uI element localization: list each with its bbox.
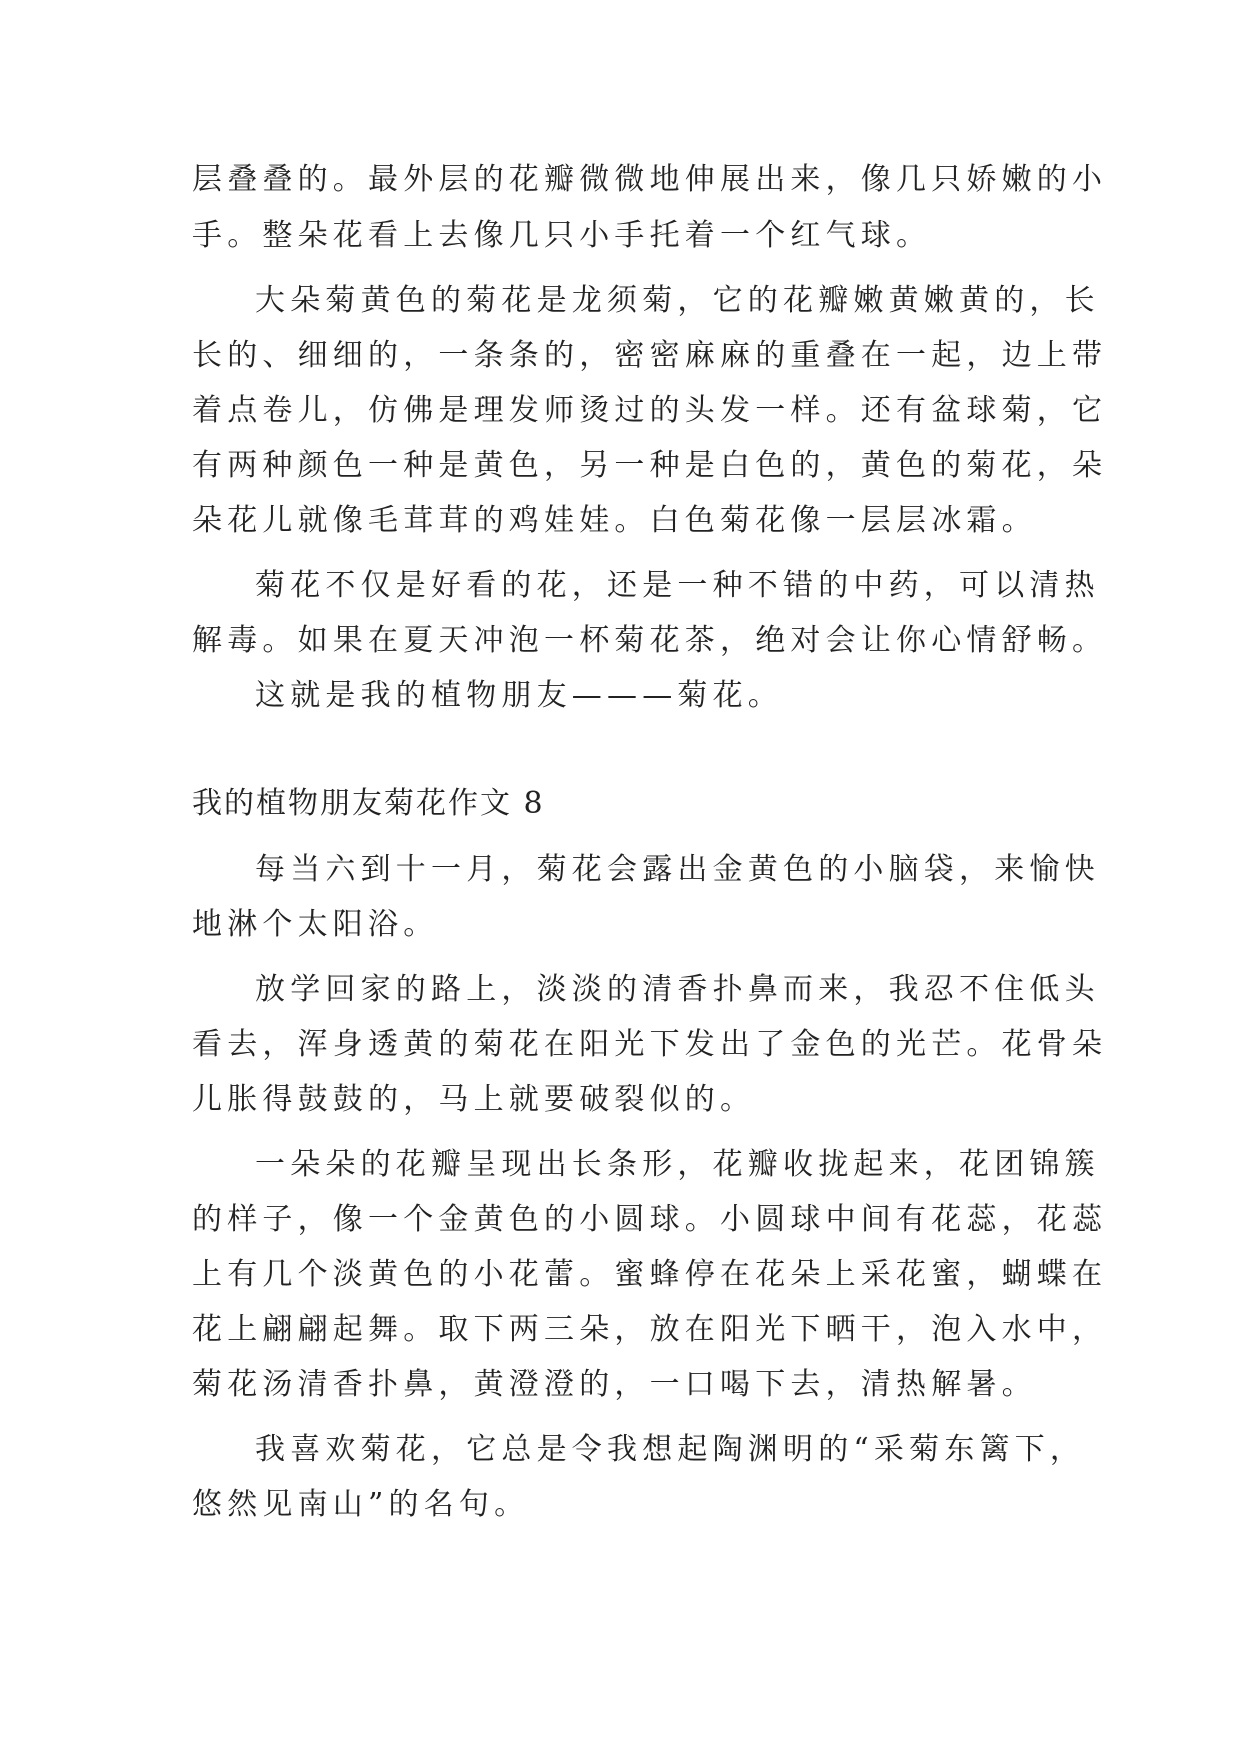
text-line: 儿胀得鼓鼓的，马上就要破裂似的。 [192, 1082, 756, 1117]
text-line: 手。整朵花看上去像几只小手托着一个红气球。 [192, 218, 932, 253]
paragraph-start-line: 一朵朵的花瓣呈现出长条形，花瓣收拢起来，花团锦簇 [255, 1147, 1100, 1182]
paragraph-start-line: 每当六到十一月，菊花会露出金黄色的小脑袋，来愉快 [255, 852, 1100, 887]
text-line: 地淋个太阳浴。 [192, 907, 439, 942]
text-line: 有两种颜色一种是黄色，另一种是白色的，黄色的菊花，朵 [192, 448, 1108, 483]
text-line: 朵花儿就像毛茸茸的鸡娃娃。白色菊花像一层层冰霜。 [192, 503, 1037, 538]
paragraph-start-line: 我喜欢菊花，它总是令我想起陶渊明的“采菊东篱下， [255, 1432, 1086, 1467]
paragraph-start-line: 放学回家的路上，淡淡的清香扑鼻而来，我忍不住低头 [255, 972, 1100, 1007]
text-line: 悠然见南山”的名句。 [192, 1487, 530, 1522]
text-line: 上有几个淡黄色的小花蕾。蜜蜂停在花朵上采花蜜，蝴蝶在 [192, 1257, 1108, 1292]
paragraph-start-line: 菊花不仅是好看的花，还是一种不错的中药，可以清热 [255, 568, 1100, 603]
text-line: 长的、细细的，一条条的，密密麻麻的重叠在一起，边上带 [192, 338, 1108, 373]
text-line: 的样子，像一个金黄色的小圆球。小圆球中间有花蕊，花蕊 [192, 1202, 1108, 1237]
text-line: 菊花汤清香扑鼻，黄澄澄的，一口喝下去，清热解暑。 [192, 1367, 1037, 1402]
text-line: 解毒。如果在夏天冲泡一杯菊花茶，绝对会让你心情舒畅。 [192, 623, 1108, 658]
text-line: 着点卷儿，仿佛是理发师烫过的头发一样。还有盆球菊，它 [192, 393, 1108, 428]
paragraph-start-line: 大朵菊黄色的菊花是龙须菊，它的花瓣嫩黄嫩黄的，长 [255, 283, 1100, 318]
paragraph-start-line: 这就是我的植物朋友———菊花。 [255, 678, 783, 713]
section-heading: 我的植物朋友菊花作文 8 [192, 786, 545, 821]
text-line: 层叠叠的。最外层的花瓣微微地伸展出来，像几只娇嫩的小 [192, 162, 1108, 197]
text-line: 花上翩翩起舞。取下两三朵，放在阳光下晒干，泡入水中， [192, 1312, 1108, 1347]
text-line: 看去，浑身透黄的菊花在阳光下发出了金色的光芒。花骨朵 [192, 1027, 1108, 1062]
